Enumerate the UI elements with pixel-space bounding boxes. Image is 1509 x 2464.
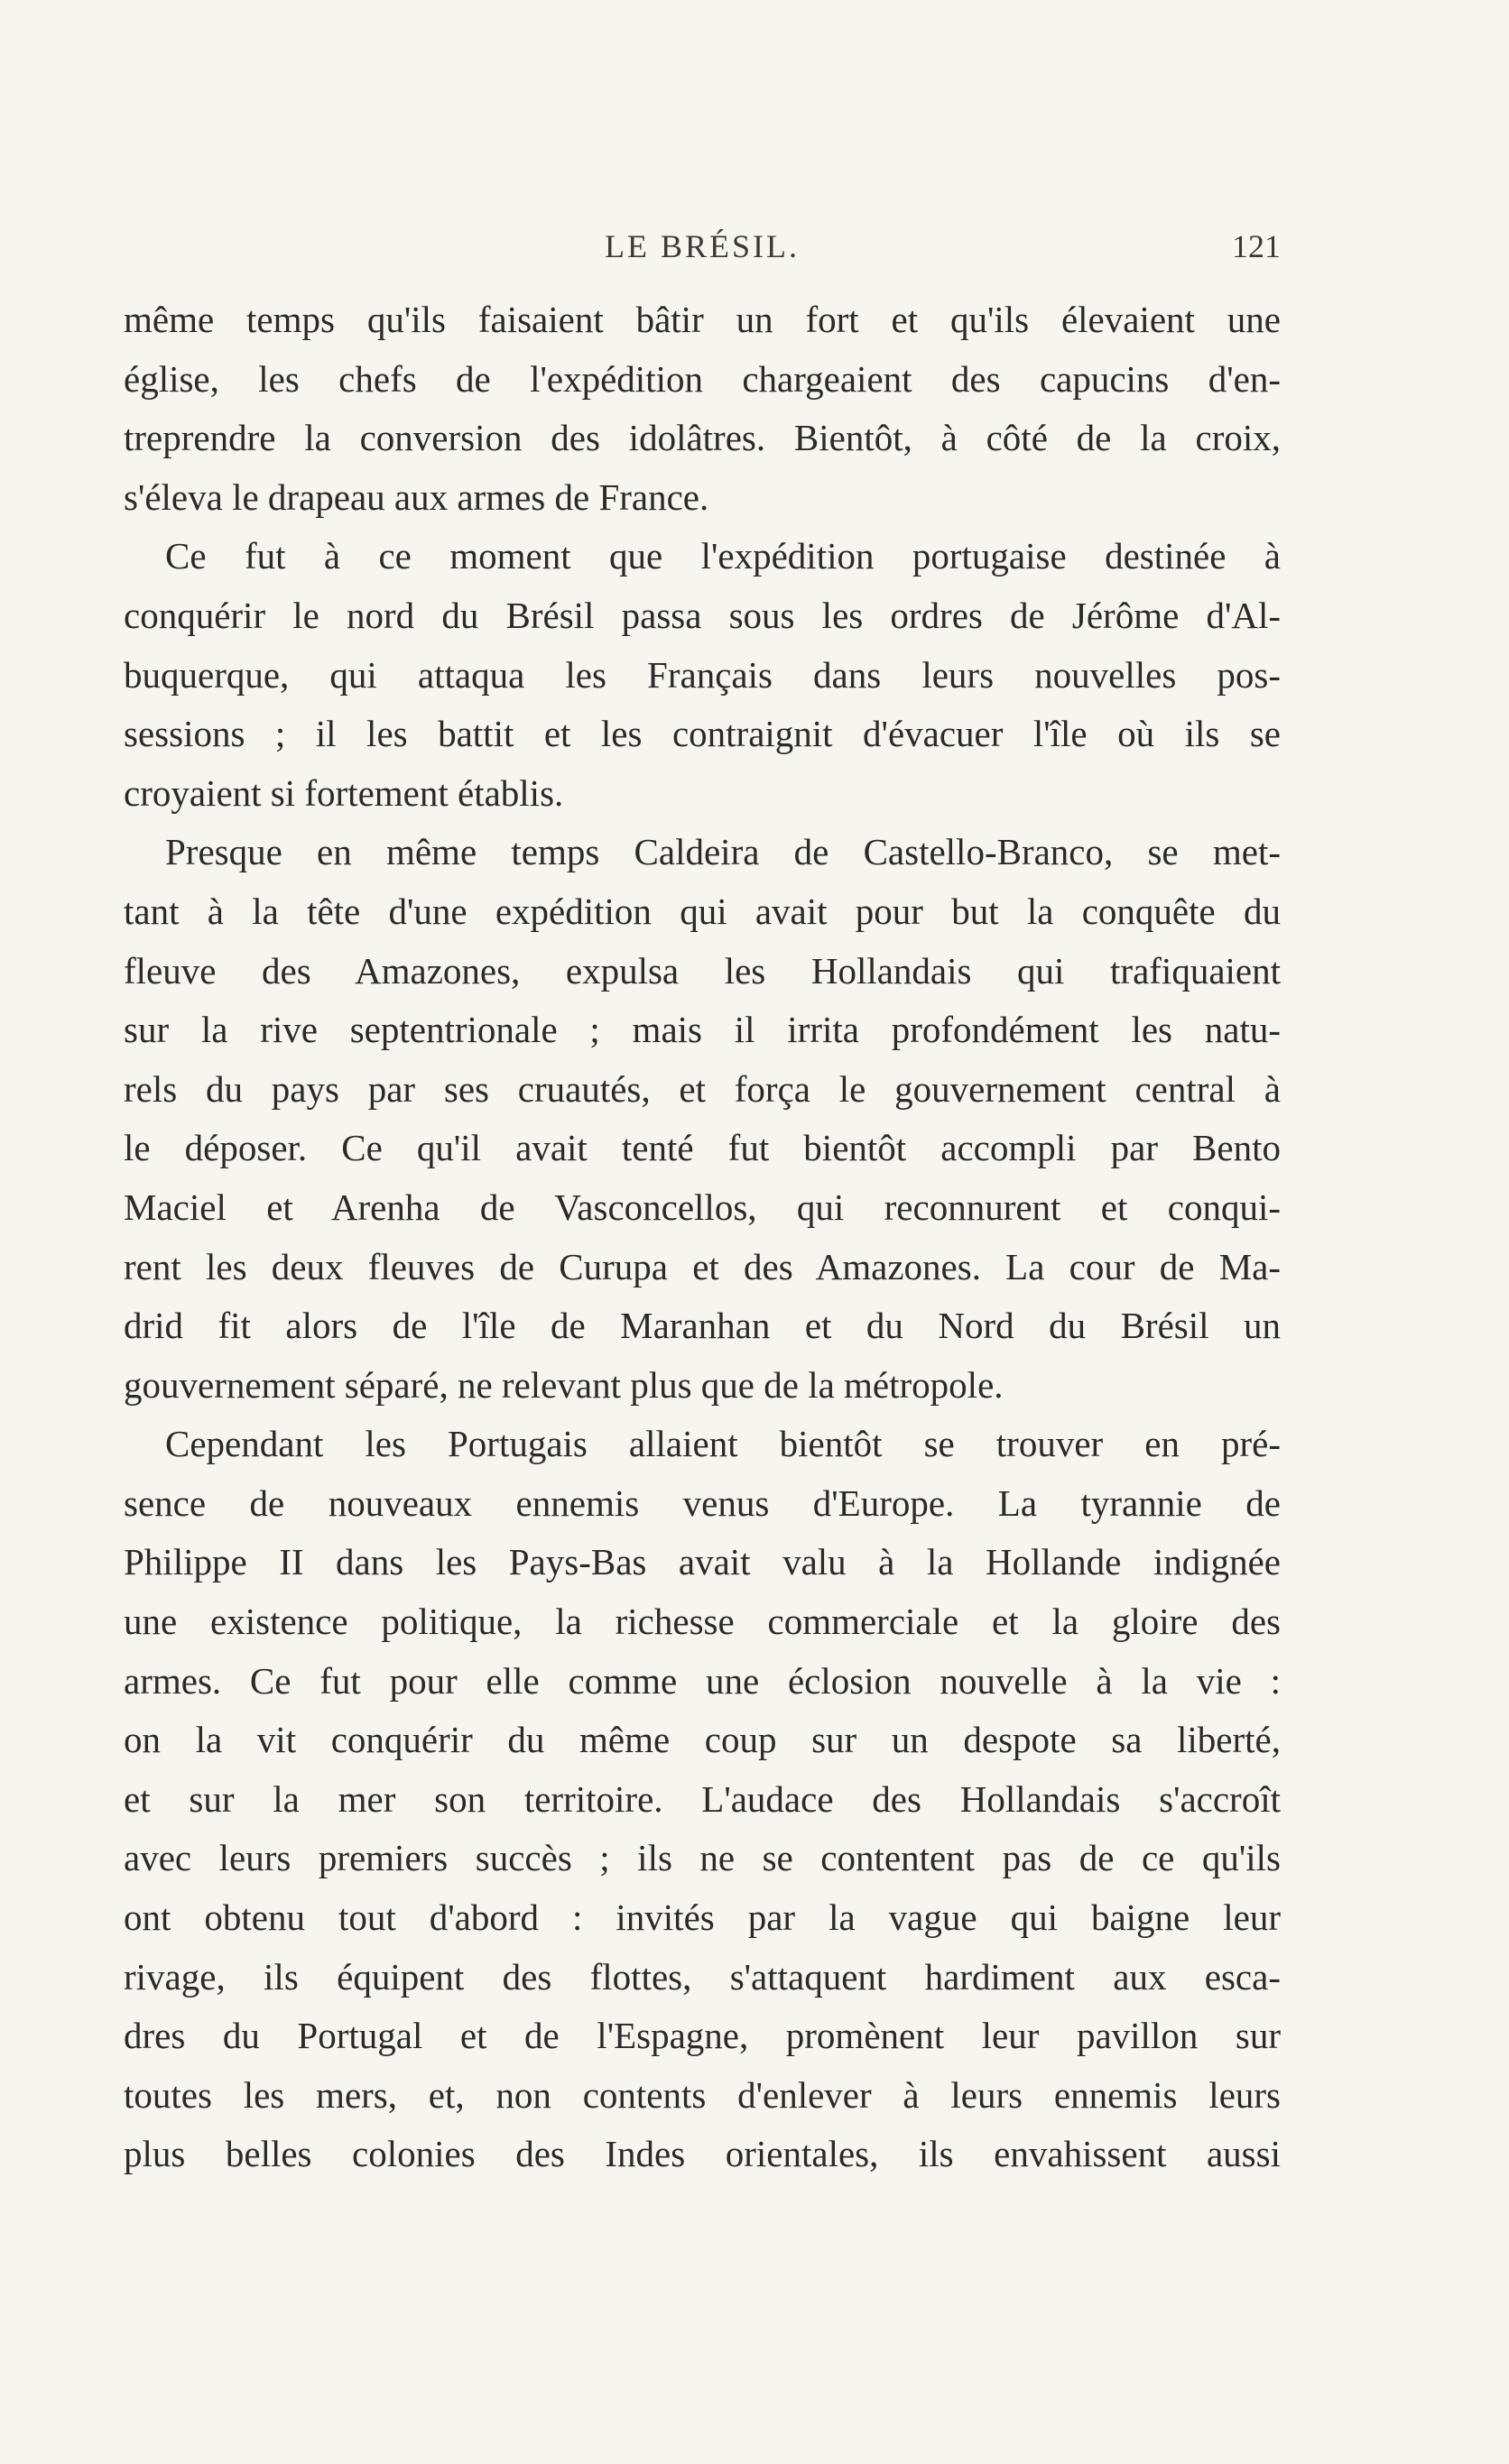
running-title: LE BRÉSIL.	[605, 228, 800, 264]
text-line: s'éleva le drapeau aux armes de France.	[124, 475, 709, 518]
text-line: fleuve des Amazones, expulsa les Hollandais qui trafiquaient	[124, 949, 1281, 992]
text-line: rels du pays par ses cruautés, et força le gouvernement central à	[124, 1067, 1281, 1110]
paragraph-start-line: Cependant les Portugais allaient bientôt se trouver en pré-	[165, 1423, 1281, 1465]
text-line: rent les deux fleuves de Curupa et des Amazones. La cour de Ma-	[124, 1245, 1281, 1287]
text-line: armes. Ce fut pour elle comme une éclosion nouvelle à la vie :	[124, 1659, 1281, 1702]
text-line: Maciel et Arenha de Vasconcellos, qui reconnurent et conqui-	[124, 1186, 1281, 1228]
paragraph-start-line: Ce fut à ce moment que l'expédition portugaise destinée à	[165, 535, 1281, 577]
text-line: sur la rive septentrionale ; mais il irrita profondément les natu-	[124, 1009, 1281, 1051]
text-line: croyaient si fortement établis.	[124, 771, 564, 814]
text-line: tant à la tête d'une expédition qui avait pour but la conquête du	[124, 890, 1281, 932]
text-line: et sur la mer son territoire. L'audace des Hollandais s'accroît	[124, 1777, 1281, 1820]
running-head	[124, 227, 1281, 281]
text-line: plus belles colonies des Indes orientales, ils envahissent aussi	[124, 2133, 1281, 2175]
text-line: buquerque, qui attaqua les Français dans leurs nouvelles pos-	[124, 653, 1281, 696]
text-line: conquérir le nord du Brésil passa sous les ordres de Jérôme d'Al-	[124, 594, 1281, 636]
text-line: même temps qu'ils faisaient bâtir un fort et qu'ils élevaient une	[124, 299, 1281, 340]
page-number: 121	[1232, 228, 1281, 264]
paragraph-start-line: Presque en même temps Caldeira de Castello-Branco, se met-	[165, 831, 1281, 873]
text-line: Philippe II dans les Pays-Bas avait valu à la Hollande indignée	[124, 1541, 1281, 1583]
body-text	[124, 291, 1281, 2184]
text-line: le déposer. Ce qu'il avait tenté fut bientôt accompli par Bento	[124, 1127, 1281, 1169]
text-line: une existence politique, la richesse commerciale et la gloire des	[124, 1601, 1281, 1643]
text-line: treprendre la conversion des idolâtres. Bientôt, à côté de la croix,	[124, 417, 1281, 459]
text-line: sence de nouveaux ennemis venus d'Europe. La tyrannie de	[124, 1481, 1281, 1524]
text-line: drid fit alors de l'île de Maranhan et du Nord du Brésil un	[124, 1305, 1281, 1347]
text-line: rivage, ils équipent des flottes, s'attaquent hardiment aux esca-	[124, 1955, 1281, 1998]
text-line: église, les chefs de l'expédition chargeaient des capucins d'en-	[124, 357, 1281, 400]
text-line: avec leurs premiers succès ; ils ne se contentent pas de ce qu'ils	[124, 1837, 1281, 1879]
text-line: dres du Portugal et de l'Espagne, promènent leur pavillon sur	[124, 2015, 1281, 2057]
text-line: sessions ; il les battit et les contraignit d'évacuer l'île où ils se	[124, 713, 1281, 755]
text-line: ont obtenu tout d'abord : invités par la vague qui baigne leur	[124, 1896, 1281, 1939]
text-line: on la vit conquérir du même coup sur un despote sa liberté,	[124, 1719, 1281, 1761]
text-line: toutes les mers, et, non contents d'enlever à leurs ennemis leurs	[124, 2073, 1281, 2116]
text-line: gouvernement séparé, ne relevant plus que de la métropole.	[124, 1363, 1004, 1406]
